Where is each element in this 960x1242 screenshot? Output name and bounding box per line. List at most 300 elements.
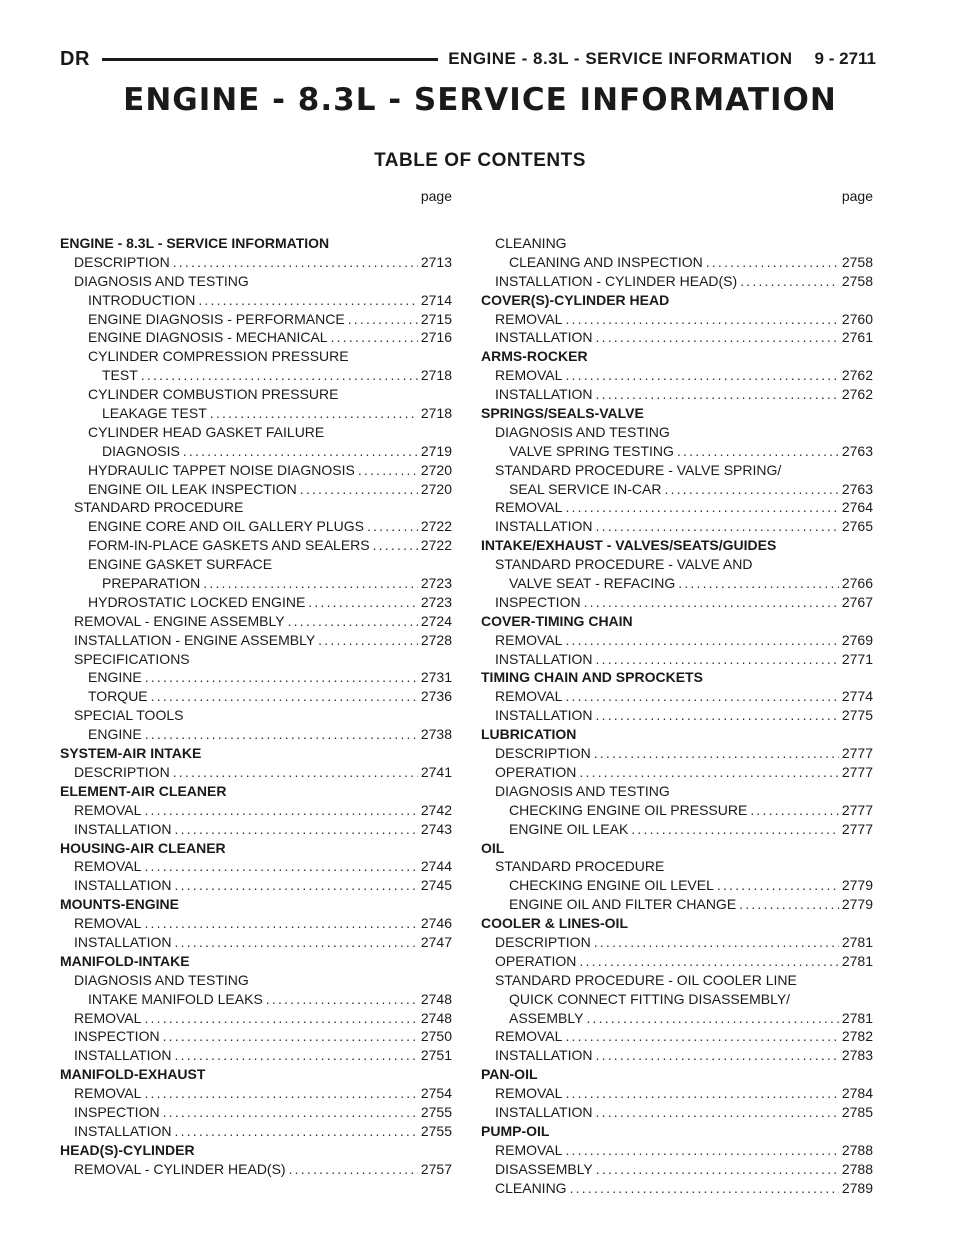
toc-entry-page: 2747 bbox=[420, 933, 452, 950]
toc-heading bbox=[481, 782, 873, 801]
dot-leader bbox=[565, 687, 838, 706]
dot-leader bbox=[565, 366, 838, 385]
toc-entry-title: REMOVAL bbox=[495, 367, 563, 384]
toc-entry-title: REMOVAL bbox=[74, 1009, 142, 1026]
toc-entry bbox=[481, 480, 873, 499]
toc-entry bbox=[60, 253, 452, 272]
toc-entry-title: REMOVAL - ENGINE ASSEMBLY bbox=[74, 612, 285, 629]
toc-entry-page: 2775 bbox=[841, 707, 873, 724]
dot-leader bbox=[565, 1084, 838, 1103]
toc-entry-title: ASSEMBLY bbox=[509, 1009, 584, 1026]
toc-column-left bbox=[60, 188, 452, 1179]
toc-entry bbox=[60, 1122, 452, 1141]
toc-entry bbox=[481, 1009, 873, 1028]
toc-heading bbox=[60, 498, 452, 517]
dot-leader bbox=[144, 801, 417, 820]
dot-leader bbox=[175, 820, 418, 839]
toc-entry-title: ENGINE bbox=[88, 726, 142, 743]
dot-leader bbox=[175, 1046, 418, 1065]
toc-entry-page: 2723 bbox=[420, 593, 452, 610]
toc-entry bbox=[481, 442, 873, 461]
running-header bbox=[60, 44, 876, 74]
toc-entry-title: REMOVAL bbox=[495, 1028, 563, 1045]
dot-leader bbox=[144, 1084, 417, 1103]
toc-entry bbox=[60, 990, 452, 1009]
toc-entry bbox=[60, 480, 452, 499]
toc-entry-title: DESCRIPTION bbox=[74, 253, 170, 270]
toc-entry-title: CLEANING bbox=[495, 235, 567, 251]
toc-entry-title: STANDARD PROCEDURE - OIL COOLER LINE bbox=[495, 971, 797, 988]
toc-entry-page: 2755 bbox=[420, 1103, 452, 1120]
dot-leader bbox=[740, 272, 839, 291]
dot-leader bbox=[203, 574, 418, 593]
toc-entry-page: 2720 bbox=[420, 480, 452, 497]
toc-entry-title: INSTALLATION bbox=[495, 1047, 593, 1064]
toc-entry bbox=[481, 1141, 873, 1160]
toc-entry-title: MOUNTS-ENGINE bbox=[60, 896, 179, 913]
toc-column-right bbox=[481, 188, 873, 1197]
toc-entry bbox=[60, 291, 452, 310]
toc-entry-page: 2718 bbox=[420, 367, 452, 384]
dot-leader bbox=[173, 253, 418, 272]
toc-entry bbox=[481, 933, 873, 952]
toc-heading bbox=[60, 650, 452, 669]
toc-heading bbox=[481, 347, 873, 366]
toc-entry bbox=[60, 442, 452, 461]
toc-entry bbox=[481, 1046, 873, 1065]
toc-entry-title: INSTALLATION bbox=[74, 877, 172, 894]
toc-heading bbox=[481, 1065, 873, 1084]
toc-entry-page: 2766 bbox=[841, 575, 873, 592]
toc-entry-title: REMOVAL bbox=[74, 801, 142, 818]
toc-entry-title: STANDARD PROCEDURE - VALVE SPRING/ bbox=[495, 461, 782, 478]
toc-entry-page: 2762 bbox=[841, 386, 873, 403]
toc-entry-page: 2765 bbox=[841, 518, 873, 535]
toc-entry-title: CHECKING ENGINE OIL LEVEL bbox=[509, 877, 714, 894]
dot-leader bbox=[163, 1027, 418, 1046]
toc-entry-title: PUMP-OIL bbox=[481, 1122, 550, 1139]
toc-entry-page: 2744 bbox=[420, 858, 452, 875]
toc-entry-title: REMOVAL bbox=[495, 1085, 563, 1102]
dot-leader bbox=[665, 480, 839, 499]
page-title: ENGINE - 8.3L - SERVICE INFORMATION bbox=[123, 82, 837, 118]
toc-entry-page: 2762 bbox=[841, 367, 873, 384]
toc-heading bbox=[481, 461, 873, 480]
dot-leader bbox=[151, 687, 418, 706]
dot-leader bbox=[289, 1160, 418, 1179]
toc-entry-title: HYDRAULIC TAPPET NOISE DIAGNOSIS bbox=[88, 461, 355, 478]
toc-entry-title: ENGINE OIL LEAK INSPECTION bbox=[88, 480, 297, 497]
toc-entry-title: DIAGNOSIS AND TESTING bbox=[74, 971, 249, 988]
toc-entry bbox=[60, 593, 452, 612]
toc-entry-title: OPERATION bbox=[495, 952, 577, 969]
toc-entry bbox=[60, 1027, 452, 1046]
toc-entry-title: ARMS-ROCKER bbox=[481, 348, 588, 365]
toc-entry-title: INSTALLATION bbox=[74, 933, 172, 950]
toc-entry-page: 2767 bbox=[841, 593, 873, 610]
toc-entry-title: ENGINE DIAGNOSIS - MECHANICAL bbox=[88, 329, 328, 346]
toc-entry-title: INSPECTION bbox=[74, 1028, 160, 1045]
dot-leader bbox=[198, 291, 418, 310]
toc-entry bbox=[481, 952, 873, 971]
dot-leader bbox=[373, 536, 418, 555]
toc-entry-page: 2784 bbox=[841, 1085, 873, 1102]
toc-entry-page: 2781 bbox=[841, 952, 873, 969]
dot-leader bbox=[594, 933, 839, 952]
toc-entry bbox=[481, 895, 873, 914]
toc-entry-title: INTRODUCTION bbox=[88, 291, 196, 308]
dot-leader bbox=[300, 480, 418, 499]
toc-heading bbox=[60, 1065, 452, 1084]
toc-entry bbox=[60, 1084, 452, 1103]
toc-heading bbox=[481, 404, 873, 423]
toc-entry-title: INSTALLATION bbox=[74, 1047, 172, 1064]
toc-entry-page: 2781 bbox=[841, 1009, 873, 1026]
toc-entry-page: 2716 bbox=[420, 329, 452, 346]
toc-heading bbox=[481, 839, 873, 858]
toc-entry-title: ENGINE DIAGNOSIS - PERFORMANCE bbox=[88, 310, 345, 327]
dot-leader bbox=[173, 763, 418, 782]
toc-entry-title: MANIFOLD-EXHAUST bbox=[60, 1066, 206, 1083]
toc-entry-page: 2761 bbox=[841, 329, 873, 346]
toc-entry-title: PAN-OIL bbox=[481, 1066, 538, 1083]
page-column-label: page bbox=[841, 188, 873, 204]
toc-entry bbox=[60, 914, 452, 933]
header-rule bbox=[102, 58, 438, 61]
toc-entry bbox=[60, 801, 452, 820]
toc-entry-title: SPECIAL TOOLS bbox=[74, 707, 184, 724]
toc-heading bbox=[481, 423, 873, 442]
toc-entry bbox=[60, 820, 452, 839]
dot-leader bbox=[144, 1009, 417, 1028]
toc-entry-title: INSTALLATION bbox=[74, 820, 172, 837]
dot-leader bbox=[210, 404, 418, 423]
dot-leader bbox=[358, 461, 418, 480]
header-section-title: ENGINE - 8.3L - SERVICE INFORMATION bbox=[448, 49, 793, 68]
toc-entry-page: 2769 bbox=[841, 631, 873, 648]
dot-leader bbox=[175, 1122, 418, 1141]
toc-entry-title: ENGINE bbox=[88, 669, 142, 686]
toc-entry bbox=[481, 820, 873, 839]
dot-leader bbox=[348, 310, 418, 329]
toc-entry bbox=[60, 668, 452, 687]
toc-entry-page: 2742 bbox=[420, 801, 452, 818]
dot-leader bbox=[596, 706, 839, 725]
dot-leader bbox=[596, 1103, 839, 1122]
toc-entry-page: 2777 bbox=[841, 745, 873, 762]
toc-entry-title: INSTALLATION bbox=[495, 518, 593, 535]
dot-leader bbox=[331, 328, 418, 347]
toc-entry bbox=[481, 593, 873, 612]
dot-leader bbox=[183, 442, 418, 461]
toc-heading bbox=[60, 347, 452, 366]
toc-entry bbox=[481, 706, 873, 725]
toc-entry-title: SYSTEM-AIR INTAKE bbox=[60, 745, 202, 762]
toc-heading bbox=[481, 668, 873, 687]
toc-entry-page: 2788 bbox=[841, 1141, 873, 1158]
toc-entry-title: INSTALLATION bbox=[495, 386, 593, 403]
toc-entry-title: PREPARATION bbox=[102, 575, 201, 592]
dot-leader bbox=[717, 876, 839, 895]
toc-entry-page: 2746 bbox=[420, 915, 452, 932]
toc-entry bbox=[60, 1046, 452, 1065]
dot-leader bbox=[596, 517, 839, 536]
toc-entry-title: REMOVAL - CYLINDER HEAD(S) bbox=[74, 1160, 286, 1177]
toc-entry-title: DIAGNOSIS bbox=[102, 442, 180, 459]
toc-entry-title: VALVE SPRING TESTING bbox=[509, 442, 674, 459]
dot-leader bbox=[579, 763, 838, 782]
toc-entry-title: ENGINE GASKET SURFACE bbox=[88, 556, 273, 573]
toc-entry-title: SPRINGS/SEALS-VALVE bbox=[481, 405, 644, 422]
toc-heading bbox=[60, 272, 452, 291]
toc-entry-title: INSTALLATION bbox=[495, 650, 593, 667]
toc-entry-title: DIAGNOSIS AND TESTING bbox=[74, 272, 249, 289]
toc-entry-page: 2722 bbox=[420, 537, 452, 554]
toc-entry bbox=[60, 612, 452, 631]
toc-entry-page: 2758 bbox=[841, 253, 873, 270]
toc-entry-page: 2781 bbox=[841, 933, 873, 950]
toc-entry-title: FORM-IN-PLACE GASKETS AND SEALERS bbox=[88, 537, 370, 554]
toc-entry-title: TIMING CHAIN AND SPROCKETS bbox=[481, 669, 703, 686]
toc-heading bbox=[60, 839, 452, 858]
toc-entry-page: 2777 bbox=[841, 763, 873, 780]
toc-entry-title: COVER-TIMING CHAIN bbox=[481, 612, 633, 629]
toc-entry bbox=[481, 1103, 873, 1122]
toc-entry-page: 2779 bbox=[841, 896, 873, 913]
dot-leader bbox=[145, 668, 418, 687]
toc-entry bbox=[481, 272, 873, 291]
toc-heading bbox=[60, 744, 452, 763]
dot-leader bbox=[586, 1009, 838, 1028]
toc-heading bbox=[60, 423, 452, 442]
toc-entry bbox=[481, 253, 873, 272]
toc-entry bbox=[60, 763, 452, 782]
toc-entry-title: INSTALLATION bbox=[495, 329, 593, 346]
toc-entry bbox=[481, 385, 873, 404]
toc-entry-page: 2731 bbox=[420, 669, 452, 686]
toc-entry-page: 2728 bbox=[420, 631, 452, 648]
toc-entry-title: SPECIFICATIONS bbox=[74, 650, 190, 667]
toc-entry-page: 2757 bbox=[420, 1160, 452, 1177]
header-left: DR bbox=[60, 47, 90, 70]
toc-entry-page: 2774 bbox=[841, 688, 873, 705]
toc-entry bbox=[481, 498, 873, 517]
toc-entry bbox=[60, 687, 452, 706]
toc-entry-page: 2724 bbox=[420, 612, 452, 629]
dot-leader bbox=[308, 593, 418, 612]
toc-entry bbox=[60, 328, 452, 347]
toc-entry-page: 2779 bbox=[841, 877, 873, 894]
toc-entry-page: 2763 bbox=[841, 442, 873, 459]
toc-heading bbox=[481, 612, 873, 631]
toc-heading bbox=[60, 706, 452, 725]
toc-entry bbox=[481, 366, 873, 385]
toc-entry-page: 2782 bbox=[841, 1028, 873, 1045]
toc-entry-page: 2748 bbox=[420, 1009, 452, 1026]
dot-leader bbox=[596, 328, 839, 347]
toc-heading bbox=[60, 234, 452, 253]
toc-entry bbox=[60, 517, 452, 536]
toc-entry bbox=[60, 876, 452, 895]
dot-leader bbox=[144, 857, 417, 876]
dot-leader bbox=[594, 744, 839, 763]
toc-heading bbox=[481, 536, 873, 555]
toc-entry-title: REMOVAL bbox=[495, 1141, 563, 1158]
toc-entry-page: 2718 bbox=[420, 405, 452, 422]
toc-entry-title: INTAKE MANIFOLD LEAKS bbox=[88, 990, 263, 1007]
toc-entry-title: LEAKAGE TEST bbox=[102, 405, 207, 422]
toc-entry-page: 2736 bbox=[420, 688, 452, 705]
toc-entry-page: 2788 bbox=[841, 1160, 873, 1177]
toc-entry bbox=[481, 1084, 873, 1103]
toc-heading bbox=[481, 990, 873, 1009]
toc-entry-title: CYLINDER COMPRESSION PRESSURE bbox=[88, 348, 349, 365]
toc-entry-title: MANIFOLD-INTAKE bbox=[60, 952, 190, 969]
toc-entry-title: DESCRIPTION bbox=[495, 745, 591, 762]
toc-entry-title: CYLINDER HEAD GASKET FAILURE bbox=[88, 423, 325, 440]
toc-entry-title: REMOVAL bbox=[495, 688, 563, 705]
toc-entry-title: TORQUE bbox=[88, 688, 148, 705]
toc-entry-title: STANDARD PROCEDURE - VALVE AND bbox=[495, 556, 753, 573]
toc-entry-title: INSTALLATION bbox=[495, 1103, 593, 1120]
toc-entry-title: DESCRIPTION bbox=[495, 933, 591, 950]
toc-entry-title: QUICK CONNECT FITTING DISASSEMBLY/ bbox=[509, 990, 791, 1007]
toc-entry bbox=[481, 1179, 873, 1198]
dot-leader bbox=[596, 1160, 839, 1179]
toc-entry-title: INSTALLATION bbox=[74, 1122, 172, 1139]
toc-entry-title: DESCRIPTION bbox=[74, 763, 170, 780]
toc-entry-title: LUBRICATION bbox=[481, 726, 577, 743]
toc-entry-title: HYDROSTATIC LOCKED ENGINE bbox=[88, 593, 306, 610]
toc-entry bbox=[481, 763, 873, 782]
toc-heading bbox=[60, 555, 452, 574]
toc-entry-page: 2755 bbox=[420, 1122, 452, 1139]
toc-entry-title: ENGINE OIL AND FILTER CHANGE bbox=[509, 896, 737, 913]
toc-entry-title: INSPECTION bbox=[74, 1103, 160, 1120]
toc-entry-title: OIL bbox=[481, 839, 505, 856]
toc-entry-page: 2760 bbox=[841, 310, 873, 327]
dot-leader bbox=[677, 442, 839, 461]
toc-entry-title: ELEMENT-AIR CLEANER bbox=[60, 782, 227, 799]
toc-entry-page: 2777 bbox=[841, 820, 873, 837]
toc-entry-title: INSTALLATION bbox=[495, 707, 593, 724]
toc-entry-page: 2789 bbox=[841, 1179, 873, 1196]
toc-entry bbox=[60, 366, 452, 385]
dot-leader bbox=[141, 366, 418, 385]
page-column-label: page bbox=[420, 188, 452, 204]
dot-leader bbox=[144, 914, 417, 933]
toc-entry-page: 2750 bbox=[420, 1028, 452, 1045]
dot-leader bbox=[706, 253, 839, 272]
toc-entry-title: REMOVAL bbox=[495, 310, 563, 327]
dot-leader bbox=[175, 876, 418, 895]
toc-entry bbox=[60, 536, 452, 555]
toc-entry-page: 2777 bbox=[841, 801, 873, 818]
toc-entry-page: 2764 bbox=[841, 499, 873, 516]
toc-entry bbox=[481, 650, 873, 669]
toc-entry bbox=[60, 1160, 452, 1179]
dot-leader bbox=[570, 1179, 839, 1198]
toc-entry-page: 2783 bbox=[841, 1047, 873, 1064]
toc-entry bbox=[60, 857, 452, 876]
toc-entry-title: DISASSEMBLY bbox=[495, 1160, 593, 1177]
toc-entry bbox=[481, 744, 873, 763]
dot-leader bbox=[739, 895, 839, 914]
toc-entry-page: 2748 bbox=[420, 990, 452, 1007]
dot-leader bbox=[565, 1141, 838, 1160]
toc-heading bbox=[60, 952, 452, 971]
dot-leader bbox=[579, 952, 838, 971]
toc-heading bbox=[481, 234, 873, 253]
dot-leader bbox=[565, 310, 838, 329]
toc-entry bbox=[481, 631, 873, 650]
toc-entry-title: INSTALLATION - ENGINE ASSEMBLY bbox=[74, 631, 316, 648]
dot-leader bbox=[145, 725, 418, 744]
toc-entry-page: 2715 bbox=[420, 310, 452, 327]
toc-entry-page: 2713 bbox=[420, 253, 452, 270]
toc-entry-title: INTAKE/EXHAUST - VALVES/SEATS/GUIDES bbox=[481, 537, 777, 554]
toc-entry-title: REMOVAL bbox=[74, 1085, 142, 1102]
dot-leader bbox=[584, 593, 839, 612]
dot-leader bbox=[565, 498, 838, 517]
dot-leader bbox=[596, 385, 839, 404]
toc-entry bbox=[481, 574, 873, 593]
toc-entry-page: 2763 bbox=[841, 480, 873, 497]
toc-entry bbox=[481, 328, 873, 347]
toc-entry-title: CLEANING AND INSPECTION bbox=[509, 253, 703, 270]
toc-entry-page: 2723 bbox=[420, 575, 452, 592]
dot-leader bbox=[750, 801, 839, 820]
toc-entry-title: HEAD(S)-CYLINDER bbox=[60, 1141, 195, 1158]
toc-entry bbox=[60, 1009, 452, 1028]
toc-entry-title: ENGINE CORE AND OIL GALLERY PLUGS bbox=[88, 518, 364, 535]
toc-title: TABLE OF CONTENTS bbox=[374, 150, 586, 171]
toc-entry-page: 2714 bbox=[420, 291, 452, 308]
toc-entry bbox=[481, 687, 873, 706]
toc-entry bbox=[60, 574, 452, 593]
toc-entry bbox=[60, 933, 452, 952]
toc-heading bbox=[60, 1141, 452, 1160]
toc-entry-page: 2722 bbox=[420, 518, 452, 535]
toc-heading bbox=[60, 782, 452, 801]
dot-leader bbox=[596, 650, 839, 669]
toc-heading bbox=[60, 385, 452, 404]
toc-entry bbox=[481, 1027, 873, 1046]
toc-heading bbox=[60, 971, 452, 990]
toc-entry bbox=[481, 310, 873, 329]
toc-entry-page: 2754 bbox=[420, 1085, 452, 1102]
dot-leader bbox=[596, 1046, 839, 1065]
toc-entry-title: OPERATION bbox=[495, 763, 577, 780]
toc-entry-page: 2719 bbox=[420, 442, 452, 459]
toc-entry bbox=[60, 631, 452, 650]
toc-entry-title: DIAGNOSIS AND TESTING bbox=[495, 423, 670, 440]
toc-entry-title: HOUSING-AIR CLEANER bbox=[60, 839, 226, 856]
toc-entry-page: 2741 bbox=[420, 763, 452, 780]
toc-entry bbox=[481, 876, 873, 895]
toc-entry-title: CYLINDER COMBUSTION PRESSURE bbox=[88, 386, 339, 403]
header-page-number: 9 - 2711 bbox=[814, 49, 876, 68]
toc-entry bbox=[481, 517, 873, 536]
toc-entry-title: REMOVAL bbox=[74, 858, 142, 875]
toc-entry-title: REMOVAL bbox=[74, 915, 142, 932]
toc-entry-page: 2758 bbox=[841, 272, 873, 289]
toc-entry-title: REMOVAL bbox=[495, 631, 563, 648]
toc-entry-title: COOLER & LINES-OIL bbox=[481, 915, 628, 932]
toc-entry-title: DIAGNOSIS AND TESTING bbox=[495, 782, 670, 799]
toc-entry-page: 2751 bbox=[420, 1047, 452, 1064]
toc-entry bbox=[60, 461, 452, 480]
